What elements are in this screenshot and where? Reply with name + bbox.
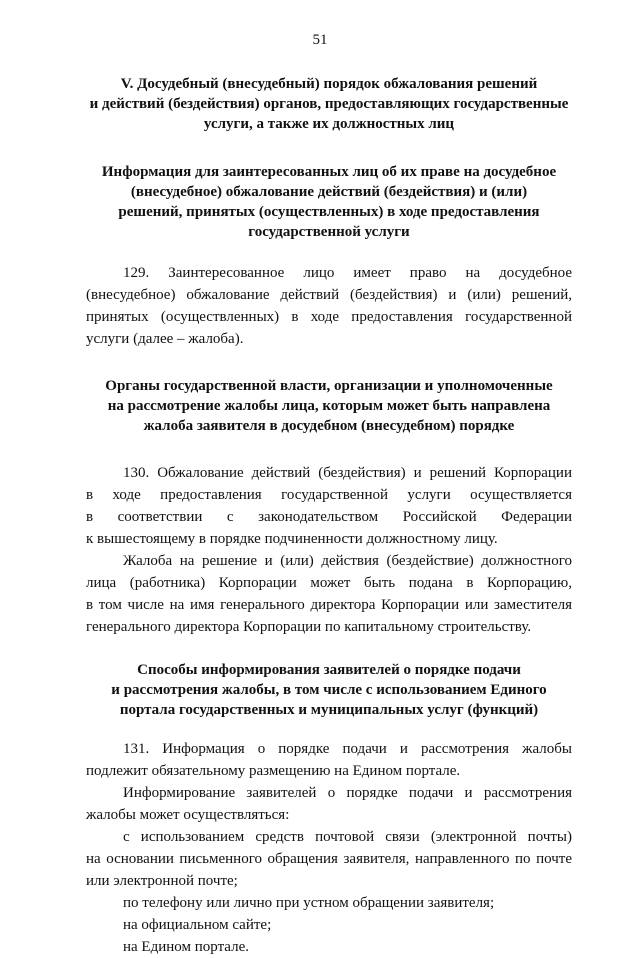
section-heading-line: и действий (бездействия) органов, предоставляющих государственные [89, 96, 569, 112]
subheading-line: Способы информирования заявителей о порядке подачи [137, 662, 521, 678]
page-number: 51 [312, 32, 328, 48]
subheading-authorities [86, 376, 572, 436]
paragraph-line: в ходе предоставления государственной услуги осуществляется [86, 487, 572, 503]
paragraph-129 [86, 262, 572, 350]
paragraph-131 [86, 738, 572, 782]
subheading-info-rights [86, 162, 572, 242]
section-heading-line: услуги, а также их должностных лиц [203, 116, 455, 132]
subheading-line: и рассмотрения жалобы, в том числе с использованием Единого [111, 682, 547, 698]
document-body [86, 74, 572, 958]
list-item: по телефону или лично при устном обращении заявителя; [123, 895, 495, 911]
paragraph-line: (внесудебное) обжалование действий (бездействия) и (или) решений, [86, 287, 572, 303]
subheading-line: Органы государственной власти, организации и уполномоченные [105, 378, 553, 394]
subheading-informing-methods [86, 660, 572, 720]
subheading-line: государственной услуги [248, 224, 410, 240]
informing-methods-list [86, 892, 572, 958]
section-heading-line: V. Досудебный (внесудебный) порядок обжалования решений [120, 76, 538, 92]
subheading-line: (внесудебное) обжалование действий (бездействия) и (или) [130, 184, 528, 200]
paragraph-line: жалобы может осуществляться: [86, 807, 290, 823]
paragraph-line: 131. Информация о порядке подачи и рассмотрения жалобы [123, 741, 572, 757]
paragraph-line: подлежит обязательному размещению на Едином портале. [86, 763, 461, 779]
subheading-line: решений, принятых (осуществленных) в ходе предоставления [118, 204, 540, 220]
paragraph-line: с использованием средств почтовой связи (электронной почты) [123, 829, 572, 845]
paragraph-line: в том числе на имя генерального директора Корпорации или заместителя [86, 597, 572, 613]
paragraph-line: 130. Обжалование действий (бездействия) и решений Корпорации [123, 465, 572, 481]
paragraph-line: или электронной почте; [86, 873, 238, 889]
subheading-line: Информация для заинтересованных лиц об их праве на досудебное [101, 164, 557, 180]
paragraph-line: Информирование заявителей о порядке подачи и рассмотрения [123, 785, 572, 801]
paragraph-131-postal [86, 826, 572, 892]
paragraph-line: генерального директора Корпорации по капитальному строительству. [86, 619, 532, 635]
paragraph-line: Жалоба на решение и (или) действия (бездействие) должностного [123, 553, 572, 569]
paragraph-line: 129. Заинтересованное лицо имеет право на досудебное [123, 265, 572, 281]
subheading-line: на рассмотрение жалобы лица, которым может быть направлена [107, 398, 551, 414]
paragraph-131-informing [86, 782, 572, 826]
paragraph-line: принятых (осуществленных) в ходе предоставления государственной [86, 309, 572, 325]
section-heading [86, 74, 572, 134]
paragraph-line: услуги (далее – жалоба). [86, 331, 244, 347]
list-item: на официальном сайте; [123, 917, 272, 933]
paragraph-line: на основании письменного обращения заявителя, направленного по почте [86, 851, 572, 867]
subheading-line: жалоба заявителя в досудебном (внесудебном) порядке [143, 418, 515, 434]
subheading-line: портала государственных и муниципальных услуг (функций) [119, 702, 539, 718]
paragraph-line: лица (работника) Корпорации может быть подана в Корпорацию, [86, 575, 572, 591]
paragraph-line: к вышестоящему в порядке подчиненности должностному лицу. [86, 531, 498, 547]
paragraph-line: в соответствии с законодательством Российской Федерации [86, 509, 572, 525]
paragraph-130-complaint [86, 550, 572, 638]
paragraph-130 [86, 462, 572, 550]
list-item: на Едином портале. [123, 939, 249, 955]
